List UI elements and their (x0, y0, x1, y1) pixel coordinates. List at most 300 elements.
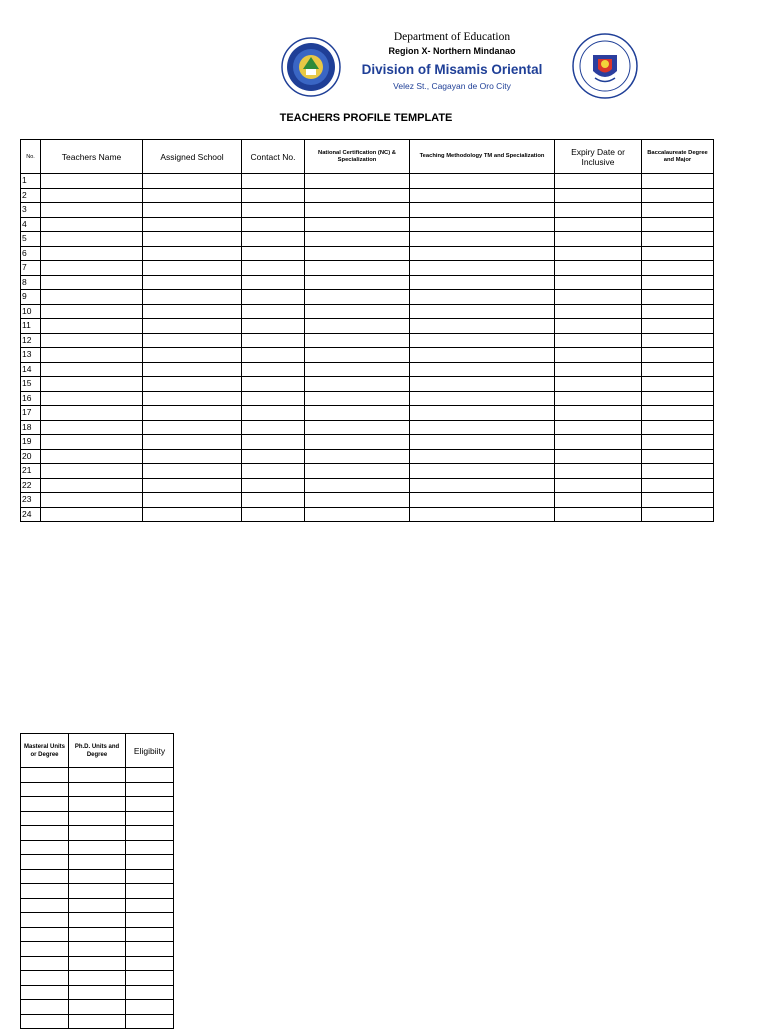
table-cell[interactable] (41, 406, 143, 421)
table-cell[interactable] (21, 1000, 69, 1015)
row-number: 7 (21, 261, 41, 276)
table-cell[interactable] (69, 927, 126, 942)
table-cell[interactable] (555, 377, 642, 392)
table-cell[interactable] (143, 391, 242, 406)
table-cell[interactable] (242, 217, 305, 232)
table-cell[interactable] (642, 275, 714, 290)
row-number: 23 (21, 493, 41, 508)
table-cell[interactable] (41, 449, 143, 464)
teachers-table-body (21, 174, 714, 522)
table-cell[interactable] (69, 971, 126, 986)
table-cell[interactable] (126, 927, 174, 942)
table-cell[interactable] (305, 406, 410, 421)
table-cell[interactable] (242, 377, 305, 392)
deped-division-seal-icon (281, 37, 341, 97)
table-cell[interactable] (143, 435, 242, 450)
table-cell[interactable] (305, 493, 410, 508)
table-cell[interactable] (69, 1014, 126, 1029)
table-cell[interactable] (242, 333, 305, 348)
table-cell[interactable] (242, 275, 305, 290)
table-cell[interactable] (242, 261, 305, 276)
table-cell[interactable] (642, 174, 714, 189)
table-cell[interactable] (41, 174, 143, 189)
table-row (21, 304, 714, 319)
table-row (21, 290, 714, 305)
department-name: Department of Education (393, 31, 511, 43)
table-cell[interactable] (126, 913, 174, 928)
table-cell[interactable] (642, 290, 714, 305)
table-cell[interactable] (69, 913, 126, 928)
table-cell[interactable] (126, 768, 174, 783)
table-cell[interactable] (242, 232, 305, 247)
table-cell[interactable] (305, 188, 410, 203)
table-cell[interactable] (242, 290, 305, 305)
row-number: 20 (21, 449, 41, 464)
table-cell[interactable] (305, 507, 410, 522)
table-cell[interactable] (21, 782, 69, 797)
table-cell[interactable] (69, 956, 126, 971)
table-cell[interactable] (555, 290, 642, 305)
table-cell[interactable] (242, 174, 305, 189)
row-number: 5 (21, 232, 41, 247)
table-cell[interactable] (305, 174, 410, 189)
table-cell[interactable] (242, 188, 305, 203)
table-cell[interactable] (242, 507, 305, 522)
table-cell[interactable] (305, 464, 410, 479)
table-cell[interactable] (41, 478, 143, 493)
table-cell[interactable] (555, 348, 642, 363)
division-name: Division of Misamis Oriental (361, 62, 543, 77)
table-cell[interactable] (21, 869, 69, 884)
table-cell[interactable] (69, 1000, 126, 1015)
table-cell[interactable] (555, 507, 642, 522)
row-number: 12 (21, 333, 41, 348)
table-cell[interactable] (410, 275, 555, 290)
table-row (21, 811, 174, 826)
table-cell[interactable] (305, 449, 410, 464)
table-cell[interactable] (410, 420, 555, 435)
table-cell[interactable] (410, 203, 555, 218)
table-cell[interactable] (410, 406, 555, 421)
table-cell[interactable] (143, 362, 242, 377)
table-cell[interactable] (41, 507, 143, 522)
table-cell[interactable] (41, 391, 143, 406)
table-cell[interactable] (555, 435, 642, 450)
table-cell[interactable] (126, 956, 174, 971)
row-number: 6 (21, 246, 41, 261)
table-cell[interactable] (555, 391, 642, 406)
table-cell[interactable] (126, 1014, 174, 1029)
degree-eligibility-table (20, 733, 174, 1029)
table-cell[interactable] (143, 449, 242, 464)
table-cell[interactable] (642, 406, 714, 421)
table-cell[interactable] (242, 203, 305, 218)
table-cell[interactable] (41, 275, 143, 290)
table-cell[interactable] (143, 406, 242, 421)
table-cell[interactable] (41, 348, 143, 363)
table-cell[interactable] (642, 391, 714, 406)
table-cell[interactable] (242, 391, 305, 406)
table-row (21, 333, 714, 348)
row-number: 18 (21, 420, 41, 435)
table-row (21, 464, 714, 479)
table-cell[interactable] (69, 840, 126, 855)
table-cell[interactable] (143, 174, 242, 189)
table-cell[interactable] (242, 435, 305, 450)
table-cell[interactable] (41, 290, 143, 305)
table-cell[interactable] (555, 188, 642, 203)
table-row (21, 232, 714, 247)
table-cell[interactable] (126, 797, 174, 812)
table-cell[interactable] (242, 406, 305, 421)
table-cell[interactable] (69, 942, 126, 957)
table-row (21, 391, 714, 406)
table-cell[interactable] (642, 246, 714, 261)
table-cell[interactable] (41, 420, 143, 435)
table-cell[interactable] (21, 826, 69, 841)
table-row (21, 362, 714, 377)
table-cell[interactable] (126, 782, 174, 797)
table-cell[interactable] (410, 304, 555, 319)
table-cell[interactable] (41, 493, 143, 508)
table-cell[interactable] (143, 478, 242, 493)
table-cell[interactable] (41, 333, 143, 348)
table-cell[interactable] (242, 348, 305, 363)
table-cell[interactable] (143, 464, 242, 479)
col-header-teaching-methodology: Teaching Methodology TM and Specialization (410, 140, 555, 174)
table-row (21, 435, 714, 450)
table-cell[interactable] (642, 348, 714, 363)
table-cell[interactable] (69, 811, 126, 826)
teachers-profile-table (20, 139, 714, 522)
table-cell[interactable] (41, 217, 143, 232)
row-number: 15 (21, 377, 41, 392)
table-cell[interactable] (555, 420, 642, 435)
table-cell[interactable] (305, 420, 410, 435)
table-cell[interactable] (305, 304, 410, 319)
table-cell[interactable] (41, 203, 143, 218)
table-cell[interactable] (21, 913, 69, 928)
table-row (21, 826, 174, 841)
table-cell[interactable] (126, 1000, 174, 1015)
table-row (21, 869, 174, 884)
table-cell[interactable] (143, 319, 242, 334)
table-row (21, 217, 714, 232)
table-cell[interactable] (555, 464, 642, 479)
table-row (21, 1000, 174, 1015)
table-cell[interactable] (410, 232, 555, 247)
table-cell[interactable] (305, 261, 410, 276)
table-cell[interactable] (143, 304, 242, 319)
table-cell[interactable] (41, 246, 143, 261)
col-header-teachers-name: Teachers Name (41, 140, 143, 174)
table-cell[interactable] (642, 377, 714, 392)
table-cell[interactable] (305, 391, 410, 406)
table-cell[interactable] (21, 985, 69, 1000)
table-cell[interactable] (642, 261, 714, 276)
table-row (21, 971, 174, 986)
table-row (21, 203, 714, 218)
table-cell[interactable] (410, 449, 555, 464)
table-cell[interactable] (41, 435, 143, 450)
table-cell[interactable] (642, 319, 714, 334)
table-cell[interactable] (410, 435, 555, 450)
row-number: 10 (21, 304, 41, 319)
table-cell[interactable] (642, 333, 714, 348)
table-cell[interactable] (305, 232, 410, 247)
col-header-masteral-units: Masteral Units or Degree (21, 734, 69, 768)
table-cell[interactable] (21, 884, 69, 899)
table-cell[interactable] (21, 811, 69, 826)
table-cell[interactable] (410, 478, 555, 493)
row-number: 4 (21, 217, 41, 232)
col-header-phd-units: Ph.D. Units and Degree (69, 734, 126, 768)
table-cell[interactable] (69, 869, 126, 884)
table-cell[interactable] (410, 290, 555, 305)
table-row (21, 768, 174, 783)
table-cell[interactable] (21, 855, 69, 870)
table-cell[interactable] (642, 420, 714, 435)
table-cell[interactable] (242, 449, 305, 464)
table-cell[interactable] (642, 435, 714, 450)
table-cell[interactable] (21, 768, 69, 783)
table-cell[interactable] (555, 217, 642, 232)
table-cell[interactable] (555, 449, 642, 464)
table-cell[interactable] (143, 232, 242, 247)
row-number: 16 (21, 391, 41, 406)
table-cell[interactable] (242, 304, 305, 319)
table-cell[interactable] (305, 246, 410, 261)
table-cell[interactable] (642, 449, 714, 464)
table-cell[interactable] (555, 319, 642, 334)
table-cell[interactable] (410, 391, 555, 406)
table-cell[interactable] (69, 855, 126, 870)
row-number: 2 (21, 188, 41, 203)
table-cell[interactable] (410, 507, 555, 522)
table-cell[interactable] (642, 464, 714, 479)
table-cell[interactable] (305, 377, 410, 392)
col-header-baccalaureate-degree: Baccalaureate Degree and Major (642, 140, 714, 174)
table-row (21, 493, 714, 508)
table-cell[interactable] (305, 290, 410, 305)
table-cell[interactable] (126, 826, 174, 841)
row-number: 11 (21, 319, 41, 334)
table-cell[interactable] (143, 290, 242, 305)
table-cell[interactable] (41, 232, 143, 247)
document-title: TEACHERS PROFILE TEMPLATE (279, 112, 453, 124)
table-cell[interactable] (41, 304, 143, 319)
table-cell[interactable] (69, 768, 126, 783)
table-cell[interactable] (642, 507, 714, 522)
table-row (21, 261, 714, 276)
table-cell[interactable] (410, 362, 555, 377)
table-cell[interactable] (41, 464, 143, 479)
table-row (21, 319, 714, 334)
table-cell[interactable] (305, 435, 410, 450)
table-cell[interactable] (305, 348, 410, 363)
table-cell[interactable] (126, 869, 174, 884)
table-row (21, 942, 174, 957)
table-cell[interactable] (143, 217, 242, 232)
table-cell[interactable] (555, 493, 642, 508)
table-cell[interactable] (41, 319, 143, 334)
table-row (21, 507, 714, 522)
table-header-row (21, 140, 714, 174)
table-row (21, 420, 714, 435)
table-cell[interactable] (41, 188, 143, 203)
table-cell[interactable] (410, 493, 555, 508)
table-cell[interactable] (410, 217, 555, 232)
table-cell[interactable] (126, 942, 174, 957)
table-cell[interactable] (143, 203, 242, 218)
table-cell[interactable] (642, 478, 714, 493)
table-cell[interactable] (642, 188, 714, 203)
table-cell[interactable] (410, 174, 555, 189)
table-cell[interactable] (410, 333, 555, 348)
table-cell[interactable] (642, 304, 714, 319)
table-cell[interactable] (69, 898, 126, 913)
row-number: 24 (21, 507, 41, 522)
table-cell[interactable] (242, 362, 305, 377)
table-cell[interactable] (69, 782, 126, 797)
table-cell[interactable] (143, 246, 242, 261)
table-cell[interactable] (642, 493, 714, 508)
table-cell[interactable] (305, 333, 410, 348)
table-cell[interactable] (305, 275, 410, 290)
row-number: 22 (21, 478, 41, 493)
table-cell[interactable] (305, 217, 410, 232)
table-cell[interactable] (21, 927, 69, 942)
table-cell[interactable] (555, 304, 642, 319)
table-cell[interactable] (143, 188, 242, 203)
col-header-no: No. (21, 140, 41, 174)
table-cell[interactable] (242, 493, 305, 508)
table-cell[interactable] (555, 174, 642, 189)
row-number: 3 (21, 203, 41, 218)
table-cell[interactable] (126, 811, 174, 826)
table-cell[interactable] (143, 261, 242, 276)
table-cell[interactable] (555, 333, 642, 348)
table-cell[interactable] (69, 797, 126, 812)
table-cell[interactable] (143, 275, 242, 290)
table-cell[interactable] (21, 971, 69, 986)
table-cell[interactable] (305, 478, 410, 493)
table-cell[interactable] (642, 203, 714, 218)
table-cell[interactable] (41, 377, 143, 392)
table-row (21, 985, 174, 1000)
table-cell[interactable] (126, 985, 174, 1000)
table-cell[interactable] (143, 333, 242, 348)
table-cell[interactable] (555, 246, 642, 261)
table-row (21, 927, 174, 942)
table-cell[interactable] (21, 956, 69, 971)
table-cell[interactable] (21, 1014, 69, 1029)
table-cell[interactable] (41, 261, 143, 276)
table-cell[interactable] (143, 420, 242, 435)
table-header-row (21, 734, 174, 768)
table-cell[interactable] (242, 420, 305, 435)
table-cell[interactable] (410, 188, 555, 203)
table-cell[interactable] (555, 203, 642, 218)
table-row (21, 797, 174, 812)
table-cell[interactable] (555, 232, 642, 247)
table-cell[interactable] (410, 246, 555, 261)
table-cell[interactable] (242, 246, 305, 261)
table-cell[interactable] (21, 840, 69, 855)
table-cell[interactable] (305, 362, 410, 377)
degree-table-body (21, 768, 174, 1029)
col-header-eligibility: Eligibiity (126, 734, 174, 768)
table-cell[interactable] (126, 855, 174, 870)
table-row (21, 913, 174, 928)
table-row (21, 884, 174, 899)
table-cell[interactable] (242, 478, 305, 493)
row-number: 14 (21, 362, 41, 377)
table-cell[interactable] (69, 985, 126, 1000)
table-cell[interactable] (242, 319, 305, 334)
table-row (21, 406, 714, 421)
kagawaran-ng-edukasyon-seal-icon (572, 33, 638, 99)
table-cell[interactable] (642, 232, 714, 247)
table-cell[interactable] (69, 826, 126, 841)
table-cell[interactable] (126, 971, 174, 986)
table-cell[interactable] (143, 507, 242, 522)
table-row (21, 377, 714, 392)
table-row (21, 348, 714, 363)
table-cell[interactable] (143, 377, 242, 392)
col-header-assigned-school: Assigned School (143, 140, 242, 174)
table-cell[interactable] (642, 217, 714, 232)
table-row (21, 275, 714, 290)
table-cell[interactable] (126, 884, 174, 899)
table-cell[interactable] (555, 362, 642, 377)
col-header-contact-no: Contact No. (242, 140, 305, 174)
table-cell[interactable] (410, 464, 555, 479)
table-cell[interactable] (126, 840, 174, 855)
table-cell[interactable] (143, 348, 242, 363)
table-row (21, 449, 714, 464)
table-cell[interactable] (41, 362, 143, 377)
table-cell[interactable] (69, 884, 126, 899)
table-cell[interactable] (21, 898, 69, 913)
col-header-national-certification: National Certification (NC) & Specialization (305, 140, 410, 174)
table-row (21, 174, 714, 189)
row-number: 1 (21, 174, 41, 189)
table-cell[interactable] (555, 261, 642, 276)
division-address: Velez St., Cagayan de Oro City (393, 81, 511, 91)
row-number: 8 (21, 275, 41, 290)
table-cell[interactable] (555, 406, 642, 421)
table-cell[interactable] (21, 797, 69, 812)
table-cell[interactable] (21, 942, 69, 957)
row-number: 17 (21, 406, 41, 421)
table-cell[interactable] (242, 464, 305, 479)
table-cell[interactable] (642, 362, 714, 377)
table-row (21, 898, 174, 913)
table-cell[interactable] (305, 319, 410, 334)
table-cell[interactable] (555, 478, 642, 493)
table-cell[interactable] (410, 348, 555, 363)
table-cell[interactable] (305, 203, 410, 218)
table-cell[interactable] (126, 898, 174, 913)
table-cell[interactable] (410, 319, 555, 334)
table-cell[interactable] (555, 275, 642, 290)
table-cell[interactable] (410, 261, 555, 276)
table-cell[interactable] (410, 377, 555, 392)
row-number: 9 (21, 290, 41, 305)
table-row (21, 246, 714, 261)
table-cell[interactable] (143, 493, 242, 508)
